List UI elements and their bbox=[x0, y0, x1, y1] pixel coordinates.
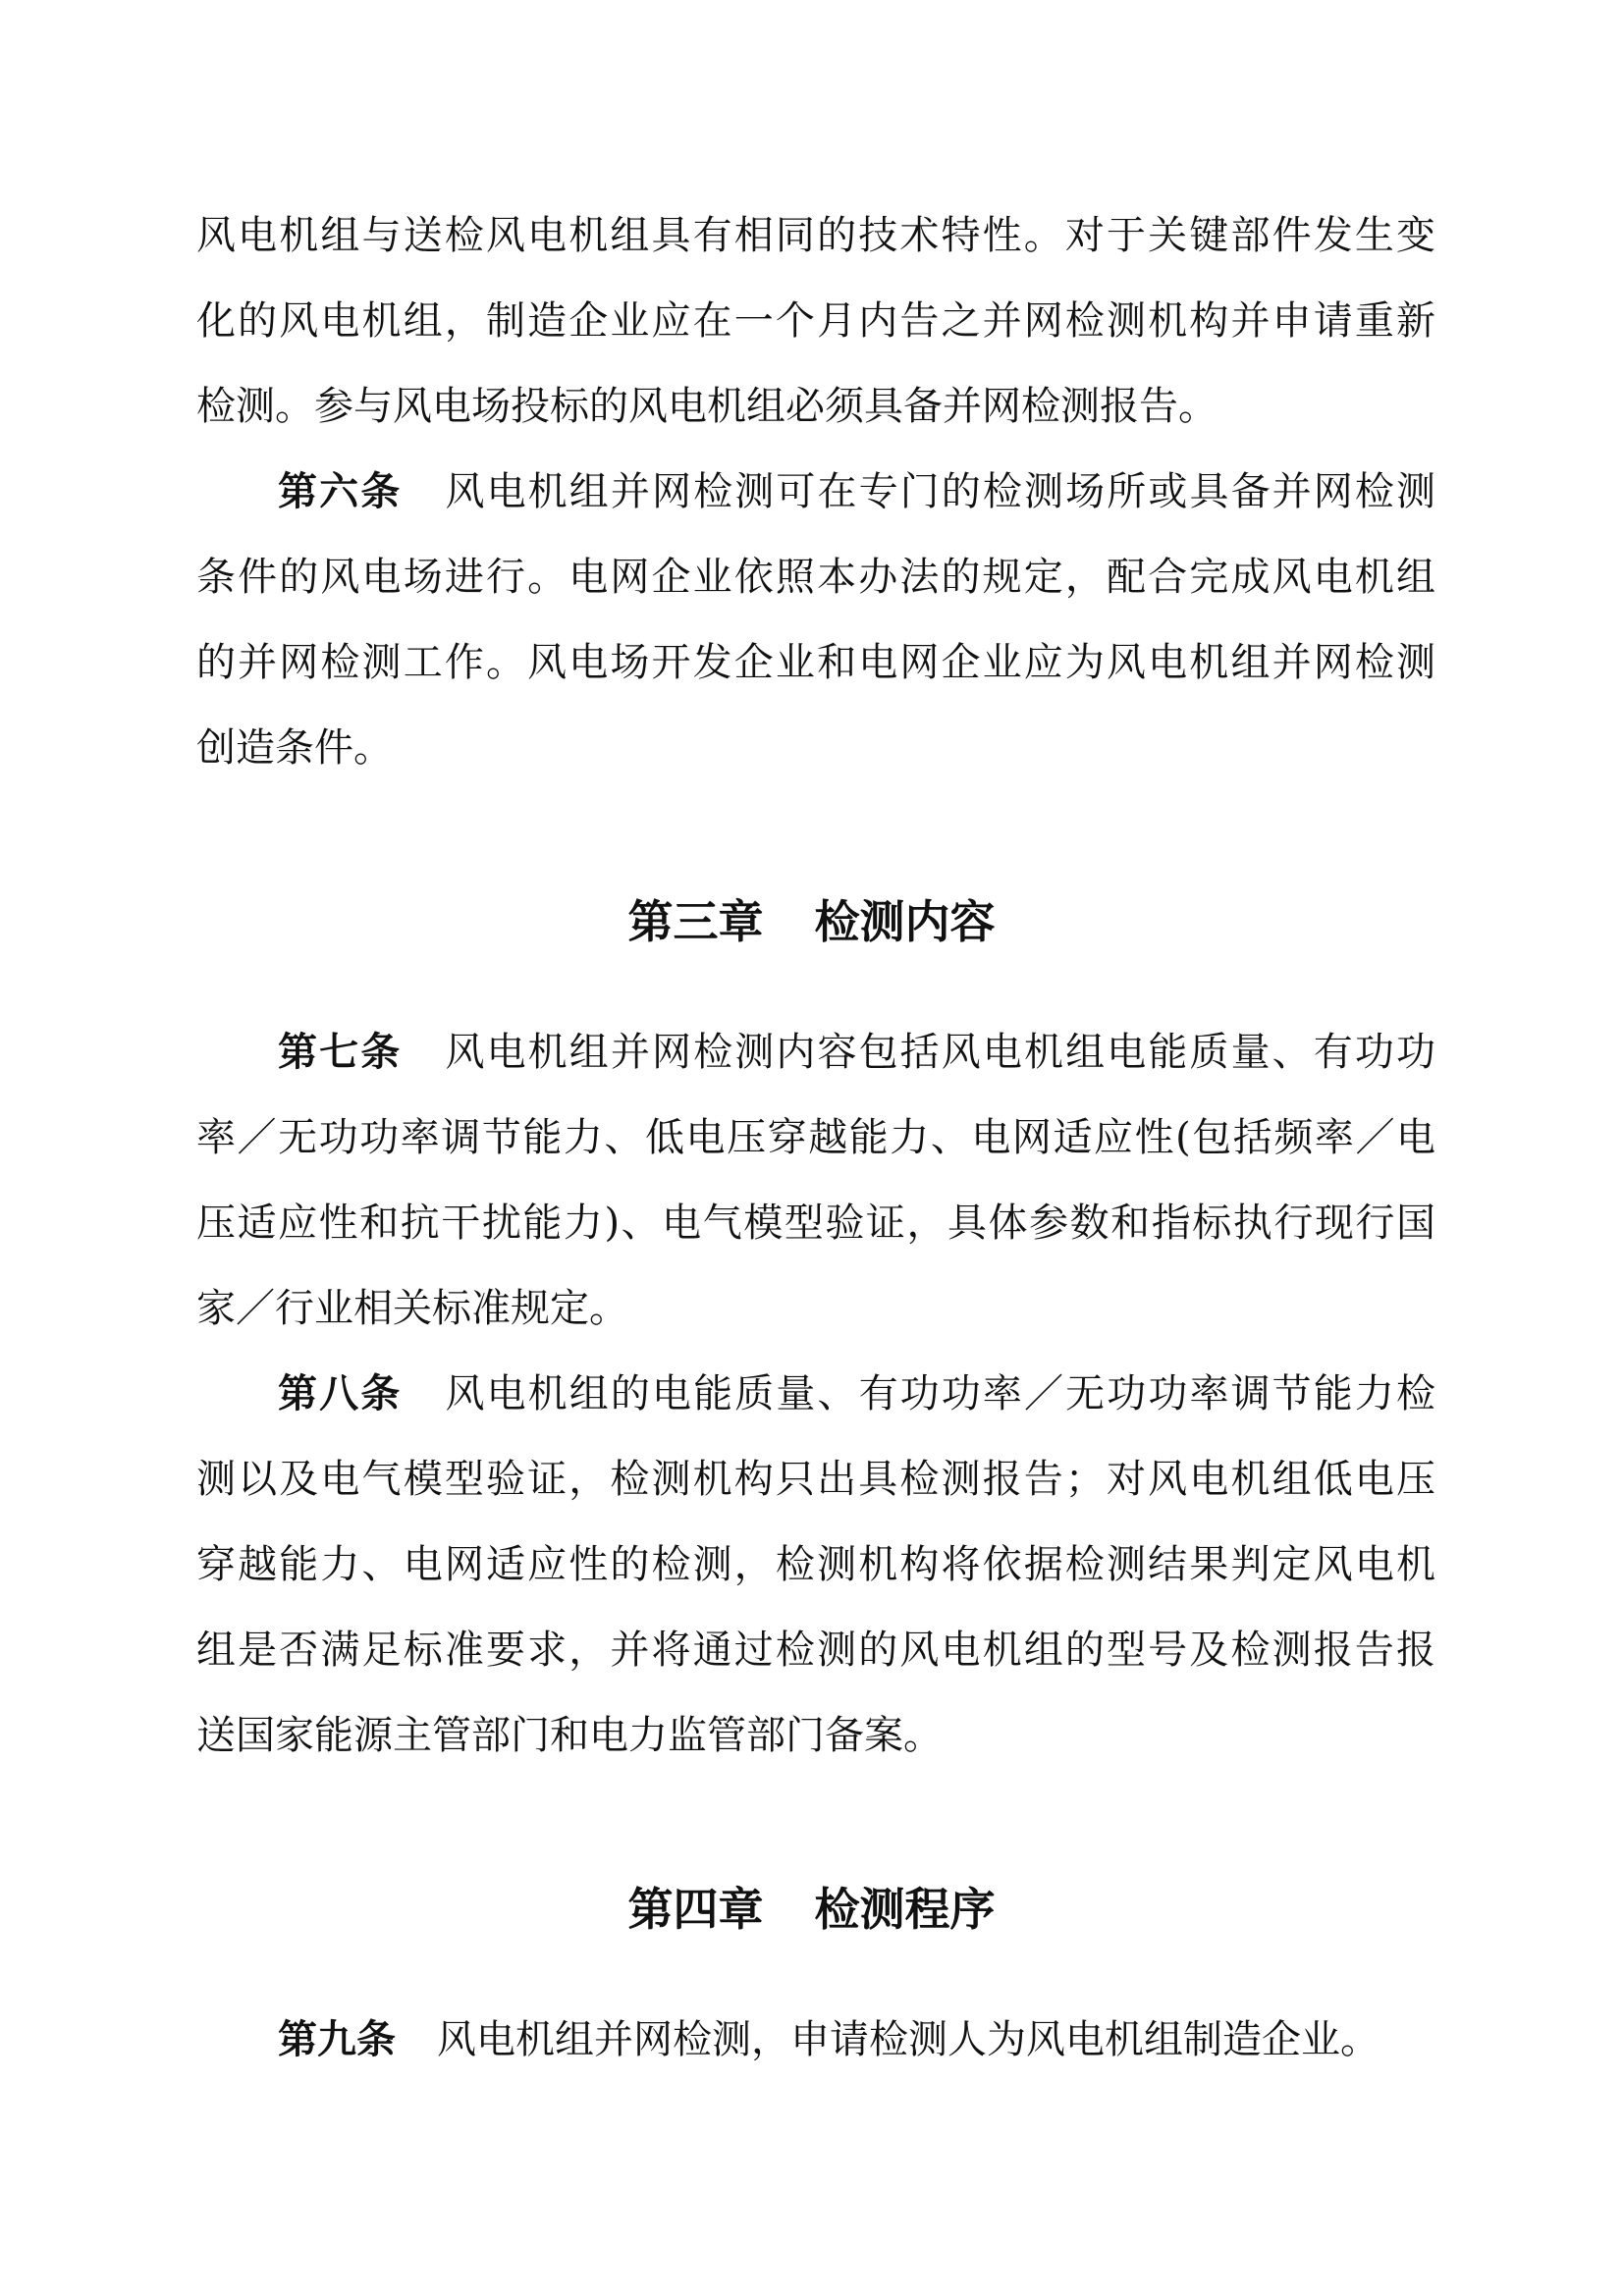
article-9-label: 第九条 bbox=[278, 2017, 396, 2062]
article-9-text: 风电机组并网检测，申请检测人为风电机组制造企业。 bbox=[437, 2017, 1380, 2062]
article-7-text: 风电机组并网检测内容包括风电机组电能质量、有功功 bbox=[443, 1030, 1435, 1075]
chapter-4-title: 检测程序 bbox=[814, 1883, 996, 1936]
chapter-4-heading bbox=[0, 1875, 1623, 1944]
paragraph-line: 创造条件。 bbox=[196, 725, 393, 771]
article-6-text: 风电机组并网检测可在专门的检测场所或具备并网检测 bbox=[443, 469, 1435, 514]
chapter-3-number: 第三章 bbox=[627, 895, 764, 948]
article-6-first-line bbox=[278, 462, 1435, 521]
paragraph-line: 测以及电气模型验证，检测机构只出具检测报告；对风电机组低电压 bbox=[196, 1457, 1435, 1502]
chapter-3-heading bbox=[0, 887, 1623, 956]
chapter-4-number: 第四章 bbox=[627, 1883, 764, 1936]
article-9-first-line bbox=[278, 2010, 1435, 2069]
paragraph-line: 组是否满足标准要求，并将通过检测的风电机组的型号及检测报告报 bbox=[196, 1628, 1435, 1673]
paragraph-line: 化的风电机组，制造企业应在一个月内告之并网检测机构并申请重新 bbox=[196, 298, 1435, 344]
paragraph-line: 条件的风电场进行。电网企业依照本办法的规定，配合完成风电机组 bbox=[196, 555, 1435, 600]
article-8-label: 第八条 bbox=[278, 1371, 403, 1416]
paragraph-line: 风电机组与送检风电机组具有相同的技术特性。对于关键部件发生变 bbox=[196, 213, 1435, 258]
article-8-first-line bbox=[278, 1364, 1435, 1423]
article-7-label: 第七条 bbox=[278, 1030, 403, 1075]
article-7-first-line bbox=[278, 1023, 1435, 1082]
article-8-text: 风电机组的电能质量、有功功率／无功功率调节能力检 bbox=[443, 1371, 1435, 1416]
paragraph-line: 穿越能力、电网适应性的检测，检测机构将依据检测结果判定风电机 bbox=[196, 1542, 1435, 1587]
chapter-3-title: 检测内容 bbox=[814, 895, 996, 948]
paragraph-line: 检测。参与风电场投标的风电机组必须具备并网检测报告。 bbox=[196, 384, 1217, 429]
paragraph-line: 送国家能源主管部门和电力监管部门备案。 bbox=[196, 1713, 943, 1758]
paragraph-line: 压适应性和抗干扰能力)、电气模型验证，具体参数和指标执行现行国 bbox=[196, 1201, 1435, 1246]
paragraph-line: 家／行业相关标准规定。 bbox=[196, 1286, 628, 1331]
paragraph-line: 率／无功功率调节能力、低电压穿越能力、电网适应性(包括频率／电 bbox=[196, 1115, 1435, 1160]
article-6-label: 第六条 bbox=[278, 469, 403, 514]
paragraph-line: 的并网检测工作。风电场开发企业和电网企业应为风电机组并网检测 bbox=[196, 640, 1435, 685]
